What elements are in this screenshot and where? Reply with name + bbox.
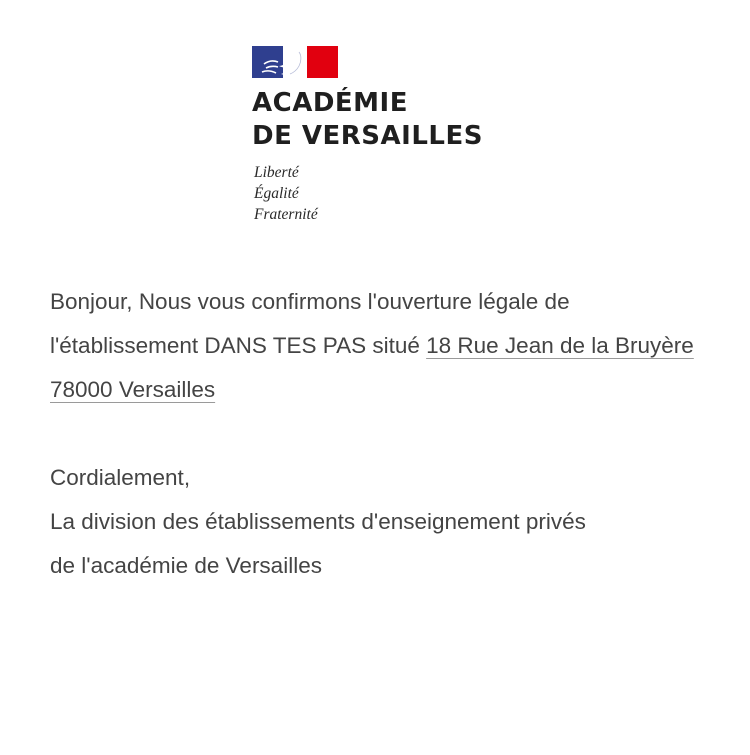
- message-text: [50, 280, 710, 588]
- signature-line1: La division des établissements d'enseignement privés: [50, 509, 586, 534]
- address-link[interactable]: 18 Rue Jean de la Bruyère 78000 Versailles: [50, 333, 694, 402]
- institution-name-line2: DE VERSAILLES: [252, 121, 483, 151]
- motto-fraternite: Fraternité: [254, 206, 318, 223]
- message-paragraph: [50, 280, 710, 412]
- paragraph-spacer: [50, 412, 710, 456]
- closing-text: Cordialement,: [50, 465, 191, 490]
- motto-liberte: Liberté: [254, 164, 299, 181]
- republic-motto: [254, 162, 318, 225]
- motto-egalite: Égalité: [254, 185, 299, 202]
- institution-name-line1: ACADÉMIE: [252, 88, 408, 118]
- academie-logo: [252, 46, 483, 223]
- marianne-flag-icon: [252, 46, 338, 78]
- message-intro: Bonjour, Nous vous confirmons l'ouverture légale de l'établissement DANS TES PAS situé: [50, 289, 570, 358]
- signature-line2: de l'académie de Versailles: [50, 553, 322, 578]
